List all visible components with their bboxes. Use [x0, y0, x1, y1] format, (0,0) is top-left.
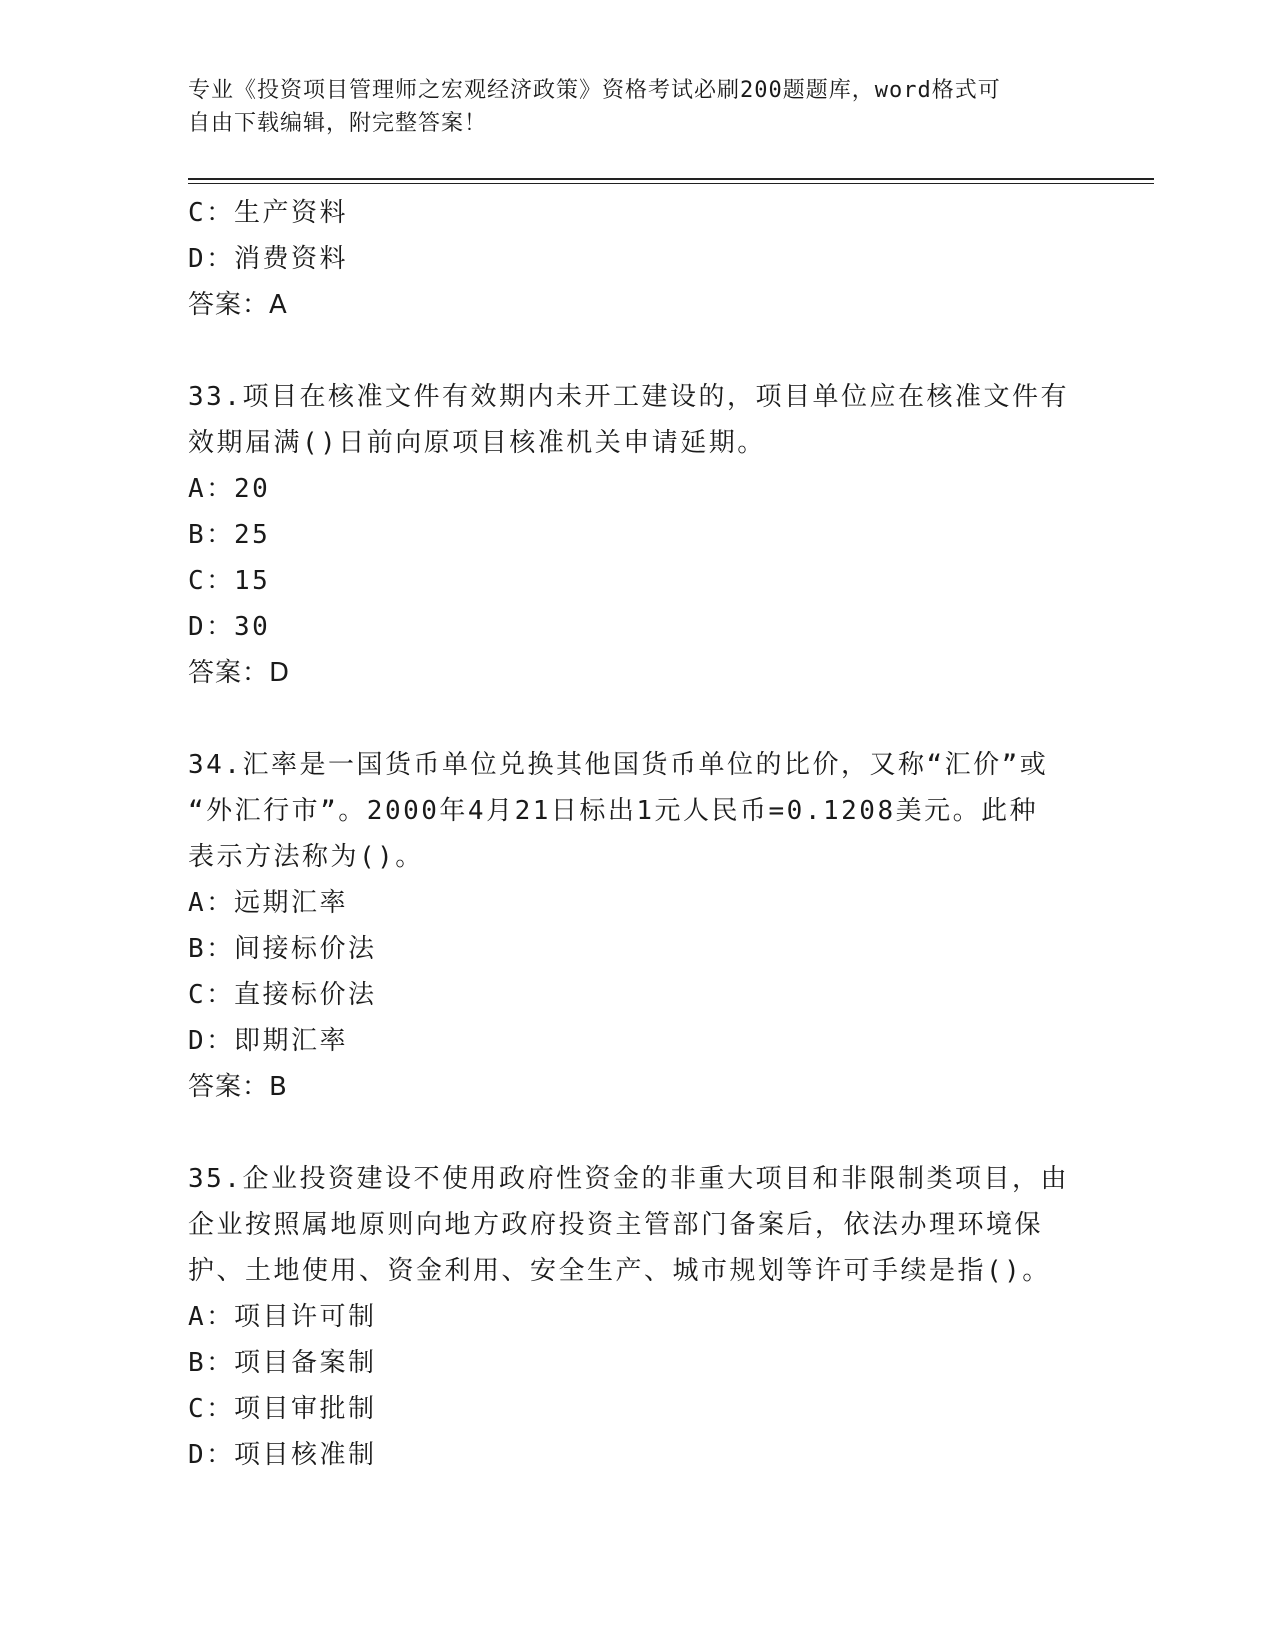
option-text: 消费资料: [234, 244, 349, 274]
spacer: [188, 1110, 1088, 1156]
answer-line: 答案：B: [188, 1072, 288, 1102]
option-key: C：: [188, 1394, 235, 1424]
question-text-line: 护、土地使用、资金利用、安全生产、城市规划等许可手续是指()。: [188, 1256, 1051, 1286]
option-text: 远期汇率: [234, 888, 349, 918]
question-32-continued: [188, 190, 1088, 328]
option-text: 项目审批制: [234, 1394, 377, 1424]
option-key: C：: [188, 980, 235, 1010]
option-key: B：: [188, 934, 235, 964]
option-key: B：: [188, 1348, 235, 1378]
option-a: [188, 880, 1088, 926]
option-text: 生产资料: [234, 198, 349, 228]
question-text-line: 35.企业投资建设不使用政府性资金的非重大项目和非限制类项目，由: [188, 1164, 1069, 1194]
header-line-1: 专业《投资项目管理师之宏观经济政策》资格考试必刷200题题库，word格式可: [188, 78, 1001, 103]
question-text-line: 34.汇率是一国货币单位兑换其他国货币单位的比价，又称“汇价”或: [188, 750, 1049, 780]
option-key: A：: [188, 888, 235, 918]
option-b: [188, 1340, 1088, 1386]
option-text: 项目许可制: [234, 1302, 377, 1332]
option-a: [188, 466, 1088, 512]
spacer: [188, 696, 1088, 742]
option-key: B：: [188, 520, 235, 550]
question-33: [188, 374, 1088, 696]
option-key: C：: [188, 566, 235, 596]
question-34: [188, 742, 1088, 1110]
option-text: 25: [234, 520, 271, 550]
option-text: 15: [234, 566, 271, 596]
spacer: [188, 328, 1088, 374]
answer-line: 答案：D: [188, 658, 291, 688]
option-b: [188, 512, 1088, 558]
option-d: [188, 1018, 1088, 1064]
header-divider-thin: [188, 183, 1154, 184]
option-text: 20: [234, 474, 271, 504]
header-divider-thick: [188, 178, 1154, 180]
option-c: [188, 972, 1088, 1018]
option-text: 30: [234, 612, 271, 642]
question-list: [188, 190, 1088, 1478]
option-key: A：: [188, 1302, 235, 1332]
option-key: D：: [188, 1440, 235, 1470]
option-key: D：: [188, 244, 235, 274]
question-text-line: “外汇行市”。2000年4月21日标出1元人民币=0.1208美元。此种: [188, 796, 1039, 826]
option-text: 直接标价法: [234, 980, 377, 1010]
option-d: [188, 604, 1088, 650]
option-key: C：: [188, 198, 235, 228]
question-35: [188, 1156, 1088, 1478]
header-line-2: 自由下载编辑，附完整答案！: [188, 111, 488, 136]
option-text: 项目核准制: [234, 1440, 377, 1470]
question-text-line: 表示方法称为()。: [188, 842, 424, 872]
question-text-line: 33.项目在核准文件有效期内未开工建设的，项目单位应在核准文件有: [188, 382, 1069, 412]
option-key: D：: [188, 1026, 235, 1056]
option-c: [188, 1386, 1088, 1432]
option-b: [188, 926, 1088, 972]
document-header: [188, 74, 1068, 140]
option-d: [188, 1432, 1088, 1478]
question-text-line: 效期届满()日前向原项目核准机关申请延期。: [188, 428, 766, 458]
option-d: [188, 236, 1088, 282]
option-key: A：: [188, 474, 235, 504]
option-text: 项目备案制: [234, 1348, 377, 1378]
question-text-line: 企业按照属地原则向地方政府投资主管部门备案后，依法办理环境保: [188, 1210, 1044, 1240]
option-text: 即期汇率: [234, 1026, 349, 1056]
option-c: [188, 190, 1088, 236]
option-a: [188, 1294, 1088, 1340]
option-key: D：: [188, 612, 235, 642]
option-c: [188, 558, 1088, 604]
option-text: 间接标价法: [234, 934, 377, 964]
answer-line: 答案：A: [188, 290, 288, 320]
